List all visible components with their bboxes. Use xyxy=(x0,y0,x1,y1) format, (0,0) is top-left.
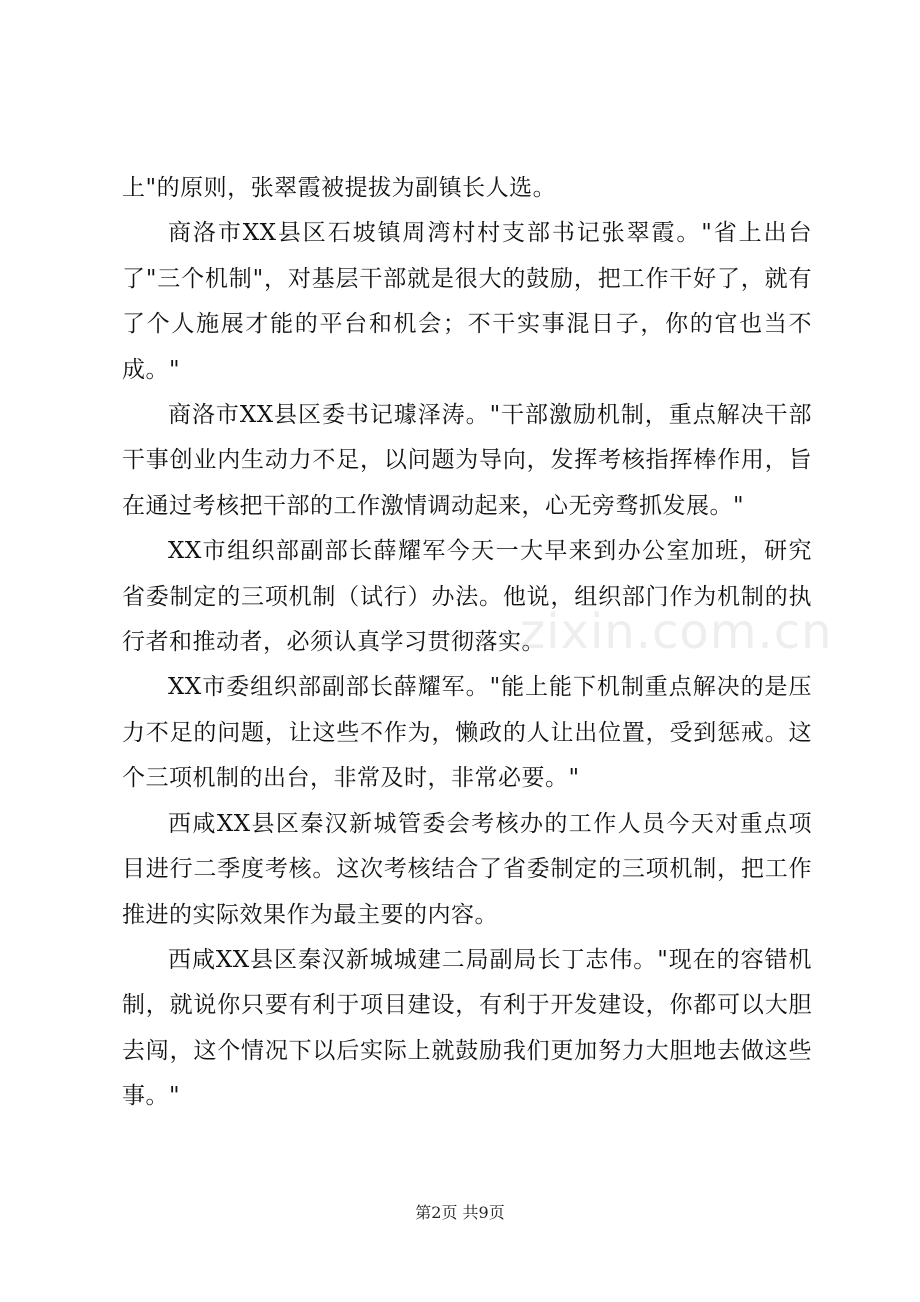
watermark: zixin.com.cn xyxy=(520,604,833,660)
paragraph-3: 商洛市XX县区委书记璩泽涛。"干部激励机制，重点解决干部干事创业内生动力不足，以问题为导向，发挥考核指挥棒作用，旨在通过考核把干部的工作激情调动起来，心无旁骛抓发展。" xyxy=(122,402,812,519)
page-footer: 第2页 共9页 xyxy=(415,1203,505,1222)
paragraph-2: 商洛市XX县区石坡镇周湾村村支部书记张翠霞。"省上出台了"三个机制"，对基层干部就是很大的鼓励，把工作干好了，就有了个人施展才能的平台和机会；不干实事混日子，你的官也当不成。" xyxy=(122,220,812,383)
paragraph-7: 西咸XX县区秦汉新城城建二局副局长丁志伟。"现在的容错机制，就说你只要有利于项目建设，有利于开发建设，你都可以大胆去闯，这个情况下以后实际上就鼓励我们更加努力大胆地去做这些事。" xyxy=(122,946,812,1110)
paragraph-1: 上"的原则，张翠霞被提拔为副镇长人选。 xyxy=(122,175,557,201)
paragraph-6: 西咸XX县区秦汉新城管委会考核办的工作人员今天对重点项目进行二季度考核。这次考核结合了省委制定的三项机制，把工作推进的实际效果作为最主要的内容。 xyxy=(122,810,812,928)
paragraph-4: XX市组织部副部长薛耀军今天一大早来到办公室加班，研究省委制定的三项机制（试行）办法。他说，组织部门作为机制的执行者和推动者，必须认真学习贯彻落实。 xyxy=(122,538,812,656)
paragraph-5: XX市委组织部副部长薛耀军。"能上能下机制重点解决的是压力不足的问题，让这些不作为，懒政的人让出位置，受到惩戒。这个三项机制的出台，非常及时，非常必要。" xyxy=(122,674,812,792)
